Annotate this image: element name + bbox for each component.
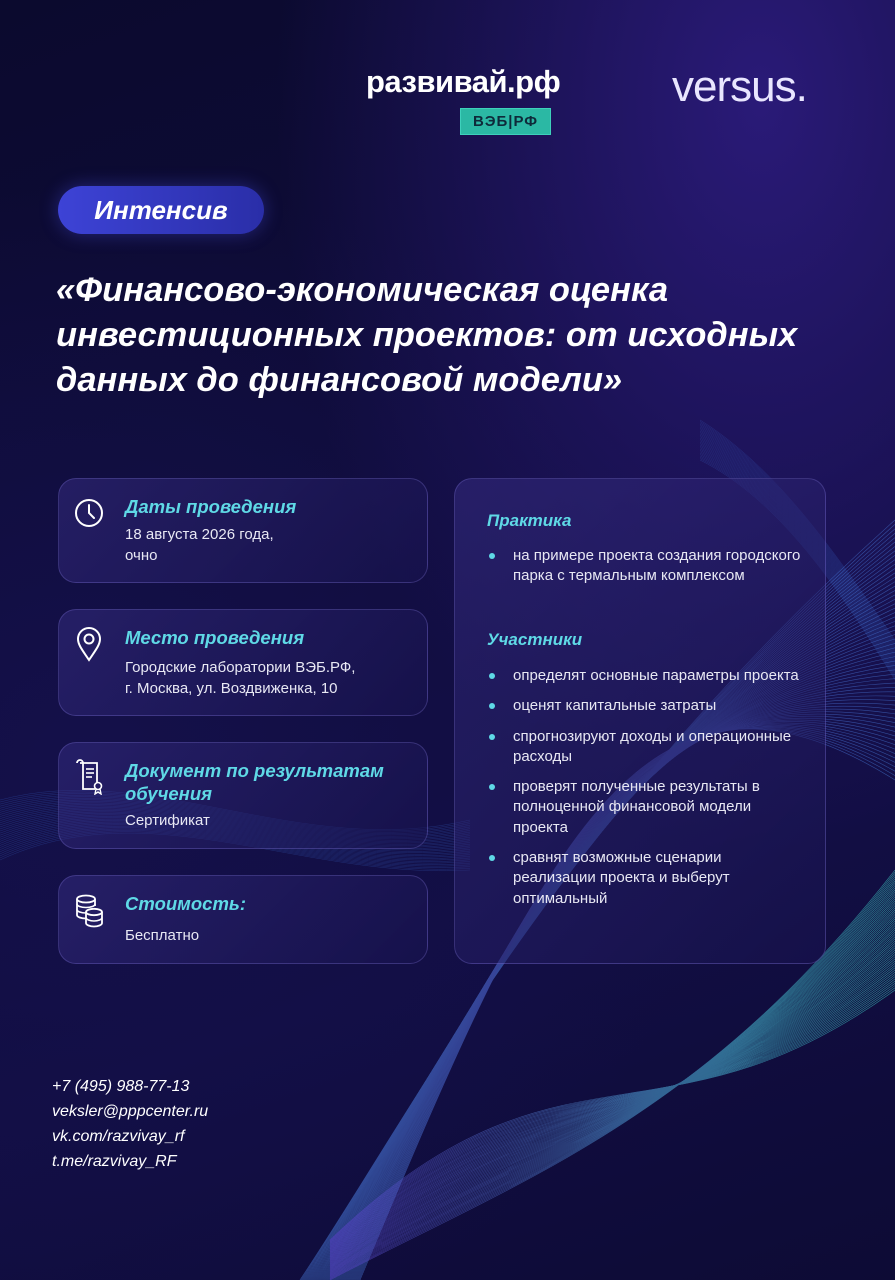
bullet-dot: [489, 703, 495, 709]
razvivay-logo: [366, 64, 586, 135]
place-card: [58, 609, 428, 716]
vk-link[interactable]: vk.com/razvivay_rf: [52, 1128, 185, 1145]
dates-text: [125, 525, 425, 566]
dates-line: очно: [125, 546, 158, 564]
bullet-dot: [489, 855, 495, 861]
clock-icon: [73, 495, 105, 531]
participant-item-text: оценят капитальные затраты: [513, 697, 717, 715]
veb-rf-logo-badge: ВЭБ|РФ: [460, 108, 551, 135]
cost-line: Бесплатно: [125, 927, 200, 944]
email-link[interactable]: veksler@pppcenter.ru: [52, 1103, 209, 1120]
participants-list: [487, 666, 807, 919]
cost-heading: Стоимость:: [125, 893, 247, 914]
list-item: [487, 848, 807, 909]
dates-heading: Даты проведения: [125, 496, 297, 517]
participant-item-text: определят основные параметры проекта: [513, 667, 799, 684]
wave-line: [330, 917, 895, 1265]
bullet-dot: [489, 734, 495, 740]
list-item: [487, 727, 807, 768]
bullet-dot: [489, 784, 495, 790]
place-text: [125, 658, 425, 699]
participants-heading: Участники: [487, 630, 583, 649]
place-line: г. Москва, ул. Воздвиженка, 10: [125, 679, 338, 697]
intensive-badge: Интенсив: [58, 186, 264, 234]
list-item: [487, 666, 807, 686]
practice-heading: Практика: [487, 511, 572, 530]
telegram-link[interactable]: t.me/razvivay_RF: [52, 1153, 177, 1170]
cost-card: [58, 875, 428, 964]
document-line: Сертификат: [125, 812, 210, 829]
coins-icon: [73, 892, 105, 928]
list-item: [487, 696, 807, 716]
wave-line: [330, 912, 895, 1266]
list-item: [487, 546, 807, 587]
participant-item-text: проверят полученные результаты в полноценной финансовой модели проекта: [513, 778, 760, 836]
location-pin-icon: [73, 626, 105, 662]
document-card: [58, 742, 428, 849]
list-item: [487, 777, 807, 838]
document-heading: Документ по результатам обучения: [125, 760, 384, 804]
logo-main-text: развивай.рф: [366, 64, 561, 99]
dates-line: 18 августа 2026 года,: [125, 526, 274, 543]
bullet-dot: [489, 553, 495, 559]
event-title: «Финансово-экономическая оценка инвестиционных проектов: от исходных данных до финансовой модели»: [56, 271, 798, 399]
document-text: [125, 811, 425, 832]
cost-text: [125, 926, 425, 947]
place-line: Городские лаборатории ВЭБ.РФ,: [125, 659, 356, 676]
certificate-icon: [73, 759, 105, 795]
wave-line: [330, 914, 895, 1265]
program-card: [454, 478, 826, 964]
dates-card: [58, 478, 428, 583]
phone-link[interactable]: +7 (495) 988-77-13: [52, 1078, 190, 1095]
participant-item-text: сравнят возможные сценарии реализации проекта и выберут оптимальный: [513, 849, 730, 907]
practice-item-text: на примере проекта создания городского парка с термальным комплексом: [513, 547, 801, 585]
contacts-block: [52, 1074, 208, 1174]
versus-logo: versus.: [672, 62, 807, 111]
place-heading: Место проведения: [125, 627, 305, 648]
practice-list: [487, 546, 807, 597]
bullet-dot: [489, 673, 495, 679]
participant-item-text: спрогнозируют доходы и операционные расходы: [513, 727, 792, 765]
